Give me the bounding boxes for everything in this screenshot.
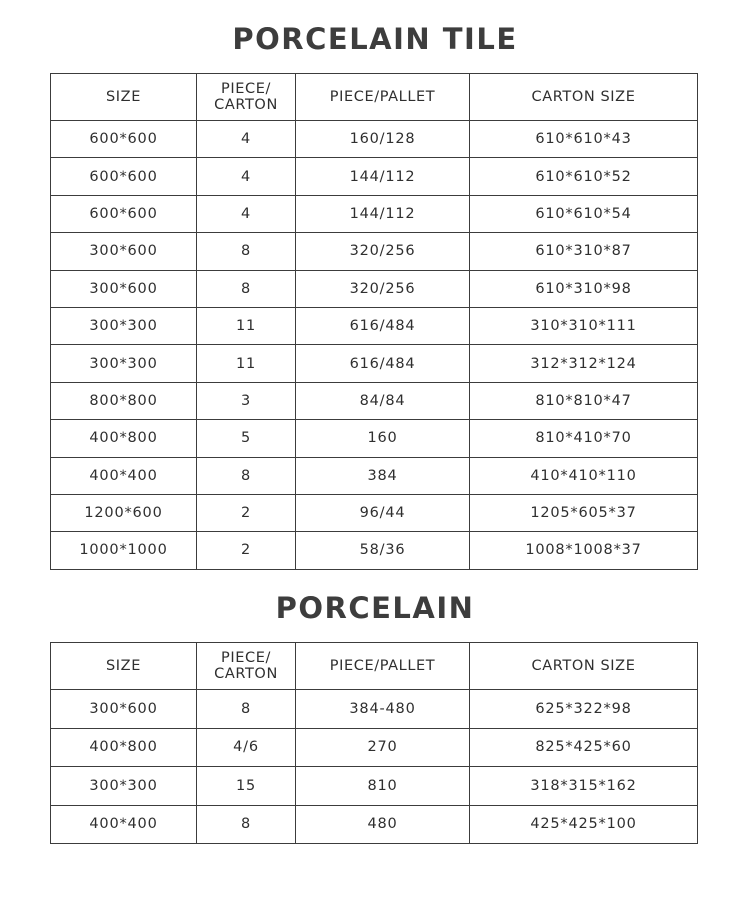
cell-piece-carton: 4/6 — [197, 728, 296, 767]
cell-carton-size: 610*610*54 — [470, 195, 698, 232]
table-row — [51, 158, 698, 195]
cell-piece-pallet: 96/44 — [296, 494, 470, 531]
cell-carton-size: 825*425*60 — [470, 728, 698, 767]
cell-carton-size: 610*310*87 — [470, 233, 698, 270]
cell-carton-size: 625*322*98 — [470, 690, 698, 729]
cell-piece-pallet: 616/484 — [296, 345, 470, 382]
porcelain-spec-table — [50, 642, 698, 844]
cell-piece-pallet: 160 — [296, 420, 470, 457]
cell-carton-size: 318*315*162 — [470, 767, 698, 806]
cell-size: 300*600 — [51, 690, 197, 729]
cell-size: 400*800 — [51, 420, 197, 457]
cell-carton-size: 810*410*70 — [470, 420, 698, 457]
cell-piece-carton: 4 — [197, 195, 296, 232]
cell-piece-carton: 2 — [197, 494, 296, 531]
header-piece-carton-line2: CARTON — [214, 97, 278, 113]
cell-carton-size: 610*310*98 — [470, 270, 698, 307]
cell-piece-carton: 8 — [197, 270, 296, 307]
header-size: SIZE — [51, 74, 197, 121]
cell-piece-carton: 11 — [197, 307, 296, 344]
cell-size: 300*300 — [51, 345, 197, 382]
header-piece-carton — [197, 643, 296, 690]
table-row — [51, 690, 698, 729]
header-carton-size: CARTON SIZE — [470, 643, 698, 690]
cell-piece-carton: 4 — [197, 158, 296, 195]
table-row — [51, 457, 698, 494]
header-size: SIZE — [51, 643, 197, 690]
table-row — [51, 382, 698, 419]
section-title-porcelain: PORCELAIN — [275, 591, 475, 625]
table-row — [51, 420, 698, 457]
cell-size: 300*300 — [51, 767, 197, 806]
table-row — [51, 121, 698, 158]
cell-size: 600*600 — [51, 121, 197, 158]
cell-piece-carton: 8 — [197, 457, 296, 494]
cell-carton-size: 610*610*43 — [470, 121, 698, 158]
cell-piece-pallet: 616/484 — [296, 307, 470, 344]
cell-size: 400*800 — [51, 728, 197, 767]
cell-carton-size: 425*425*100 — [470, 805, 698, 844]
cell-carton-size: 1205*605*37 — [470, 494, 698, 531]
cell-piece-pallet: 320/256 — [296, 233, 470, 270]
cell-piece-carton: 3 — [197, 382, 296, 419]
cell-piece-pallet: 84/84 — [296, 382, 470, 419]
cell-piece-carton: 4 — [197, 121, 296, 158]
cell-piece-pallet: 270 — [296, 728, 470, 767]
cell-piece-carton: 2 — [197, 532, 296, 569]
cell-piece-pallet: 160/128 — [296, 121, 470, 158]
cell-piece-pallet: 320/256 — [296, 270, 470, 307]
table-header-row — [51, 74, 698, 121]
header-piece-carton-line2: CARTON — [214, 666, 278, 682]
cell-size: 600*600 — [51, 195, 197, 232]
cell-size: 1200*600 — [51, 494, 197, 531]
section-title-porcelain-tile: PORCELAIN TILE — [232, 22, 518, 56]
header-piece-pallet: PIECE/PALLET — [296, 74, 470, 121]
cell-piece-carton: 15 — [197, 767, 296, 806]
cell-carton-size: 410*410*110 — [470, 457, 698, 494]
table-row — [51, 270, 698, 307]
table-row — [51, 728, 698, 767]
header-piece-pallet: PIECE/PALLET — [296, 643, 470, 690]
cell-piece-carton: 11 — [197, 345, 296, 382]
cell-piece-pallet: 58/36 — [296, 532, 470, 569]
table-row — [51, 767, 698, 806]
cell-piece-pallet: 144/112 — [296, 195, 470, 232]
cell-size: 300*600 — [51, 233, 197, 270]
table-row — [51, 494, 698, 531]
cell-size: 800*800 — [51, 382, 197, 419]
table-row — [51, 345, 698, 382]
cell-carton-size: 810*810*47 — [470, 382, 698, 419]
table-header-row — [51, 643, 698, 690]
cell-size: 300*300 — [51, 307, 197, 344]
cell-piece-pallet: 480 — [296, 805, 470, 844]
header-piece-carton — [197, 74, 296, 121]
cell-piece-carton: 8 — [197, 805, 296, 844]
cell-size: 400*400 — [51, 805, 197, 844]
header-piece-carton-line1: PIECE/ — [221, 81, 271, 97]
cell-carton-size: 310*310*111 — [470, 307, 698, 344]
cell-carton-size: 610*610*52 — [470, 158, 698, 195]
cell-piece-carton: 8 — [197, 233, 296, 270]
header-piece-carton-line1: PIECE/ — [221, 650, 271, 666]
table-row — [51, 195, 698, 232]
cell-size: 400*400 — [51, 457, 197, 494]
cell-size: 1000*1000 — [51, 532, 197, 569]
table-row — [51, 233, 698, 270]
cell-piece-pallet: 810 — [296, 767, 470, 806]
cell-size: 300*600 — [51, 270, 197, 307]
header-carton-size: CARTON SIZE — [470, 74, 698, 121]
cell-piece-carton: 8 — [197, 690, 296, 729]
cell-carton-size: 312*312*124 — [470, 345, 698, 382]
porcelain-tile-spec-table — [50, 73, 698, 570]
cell-piece-pallet: 144/112 — [296, 158, 470, 195]
table-row — [51, 532, 698, 569]
table-row — [51, 805, 698, 844]
cell-size: 600*600 — [51, 158, 197, 195]
table-row — [51, 307, 698, 344]
cell-piece-pallet: 384-480 — [296, 690, 470, 729]
cell-piece-pallet: 384 — [296, 457, 470, 494]
cell-piece-carton: 5 — [197, 420, 296, 457]
cell-carton-size: 1008*1008*37 — [470, 532, 698, 569]
